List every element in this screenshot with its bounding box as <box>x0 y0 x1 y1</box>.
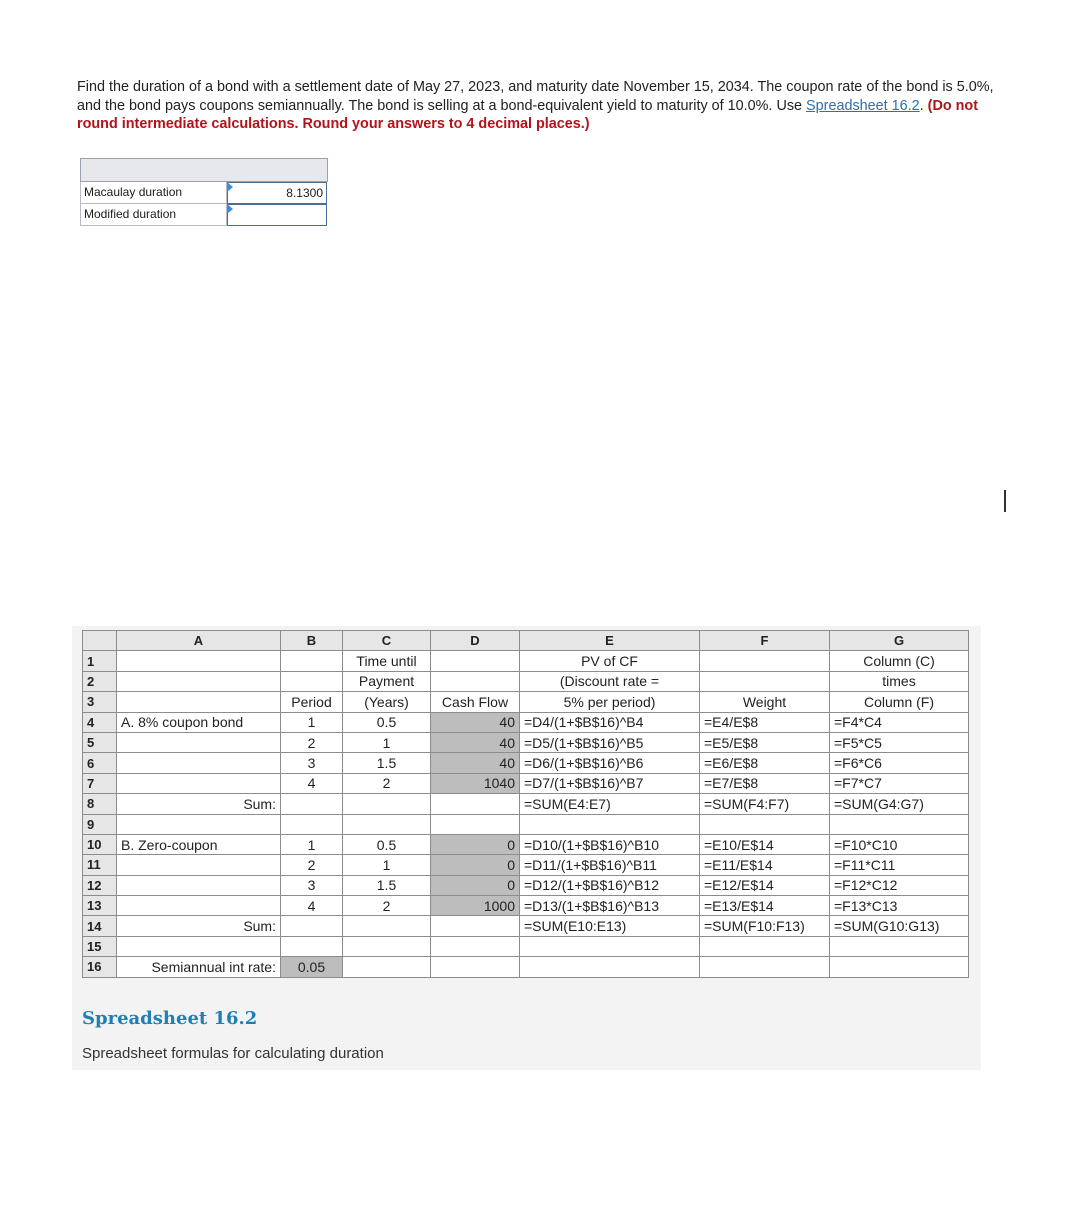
sheet-row <box>83 896 969 916</box>
sheet-cell <box>520 814 700 834</box>
row-number: 16 <box>83 957 117 977</box>
sheet-cell <box>117 814 281 834</box>
text-cursor <box>1004 490 1006 512</box>
sheet-cell: =D7/(1+$B$16)^B7 <box>520 773 700 793</box>
column-header: C <box>343 631 431 651</box>
column-header: A <box>117 631 281 651</box>
sheet-cell: 2 <box>343 896 431 916</box>
column-header: F <box>700 631 830 651</box>
modified-label: Modified duration <box>80 204 227 226</box>
sheet-cell: 0 <box>431 855 520 875</box>
sheet-cell: =SUM(F10:F13) <box>700 916 830 936</box>
sheet-cell: =F11*C11 <box>830 855 969 875</box>
sheet-cell: =SUM(E4:E7) <box>520 794 700 814</box>
spreadsheet-link[interactable]: Spreadsheet 16.2 <box>806 97 920 114</box>
sheet-cell: 1000 <box>431 896 520 916</box>
sheet-cell <box>343 957 431 977</box>
sheet-cell: 0 <box>431 875 520 895</box>
sheet-cell: Sum: <box>117 916 281 936</box>
row-number: 11 <box>83 855 117 875</box>
modified-input[interactable] <box>227 204 327 226</box>
figure-caption: Spreadsheet formulas for calculating duration <box>82 1045 384 1062</box>
sheet-cell <box>700 957 830 977</box>
sheet-row <box>83 814 969 834</box>
sheet-cell: 1 <box>343 855 431 875</box>
input-flag-icon <box>227 204 233 214</box>
sheet-cell: =E6/E$8 <box>700 753 830 773</box>
sheet-cell: 0.05 <box>281 957 343 977</box>
rounding-instruction: (Do not round intermediate calculations. Round your answers to 4 decimal places.) <box>77 97 979 132</box>
sheet-cell: =D10/(1+$B$16)^B10 <box>520 834 700 854</box>
sheet-cell: (Years) <box>343 692 431 712</box>
row-number: 5 <box>83 732 117 752</box>
sheet-cell: 4 <box>281 773 343 793</box>
column-header <box>83 631 117 651</box>
sheet-row <box>83 936 969 956</box>
sheet-cell: Cash Flow <box>431 692 520 712</box>
sheet-cell <box>117 651 281 671</box>
sheet-cell: 2 <box>281 855 343 875</box>
sheet-cell <box>343 794 431 814</box>
sheet-row <box>83 916 969 936</box>
sheet-cell: =E4/E$8 <box>700 712 830 732</box>
sheet-cell <box>520 936 700 956</box>
sheet-row <box>83 651 969 671</box>
sheet-cell <box>117 671 281 691</box>
sheet-row <box>83 794 969 814</box>
sheet-cell <box>700 651 830 671</box>
sheet-cell <box>117 896 281 916</box>
sheet-cell <box>431 814 520 834</box>
sheet-cell <box>700 814 830 834</box>
sheet-cell <box>431 794 520 814</box>
answer-table <box>80 158 328 226</box>
sheet-row <box>83 692 969 712</box>
sheet-cell: 0.5 <box>343 712 431 732</box>
sheet-cell: =SUM(F4:F7) <box>700 794 830 814</box>
row-number: 12 <box>83 875 117 895</box>
sheet-cell: times <box>830 671 969 691</box>
sheet-cell: B. Zero-coupon <box>117 834 281 854</box>
column-header: G <box>830 631 969 651</box>
sheet-cell: 1 <box>343 732 431 752</box>
sheet-row <box>83 732 969 752</box>
question-after-link: . <box>919 97 928 114</box>
sheet-cell <box>343 814 431 834</box>
sheet-cell: =E13/E$14 <box>700 896 830 916</box>
sheet-cell: =SUM(E10:E13) <box>520 916 700 936</box>
sheet-cell: =E10/E$14 <box>700 834 830 854</box>
row-number: 10 <box>83 834 117 854</box>
sheet-cell <box>281 936 343 956</box>
sheet-cell <box>700 936 830 956</box>
sheet-cell: =D6/(1+$B$16)^B6 <box>520 753 700 773</box>
sheet-cell: Payment <box>343 671 431 691</box>
sheet-row <box>83 875 969 895</box>
row-number: 14 <box>83 916 117 936</box>
modified-row <box>80 204 328 226</box>
row-number: 3 <box>83 692 117 712</box>
sheet-cell: Column (F) <box>830 692 969 712</box>
sheet-cell <box>281 651 343 671</box>
sheet-cell <box>830 957 969 977</box>
sheet-cell <box>281 916 343 936</box>
sheet-cell: =D5/(1+$B$16)^B5 <box>520 732 700 752</box>
sheet-row <box>83 671 969 691</box>
question-body: Find the duration of a bond with a settlement date of May 27, 2023, and maturity date November 15, 2034. The coupon rate of the bond is 5.0%, and the bond pays coupons semiannually. The bond is selling at a bond-equivalent yield to maturity of 10.0%. Use <box>77 79 994 114</box>
sheet-cell <box>281 794 343 814</box>
spreadsheet-figure <box>72 626 981 1070</box>
sheet-cell: 1 <box>281 834 343 854</box>
sheet-cell: 40 <box>431 712 520 732</box>
sheet-cell <box>830 936 969 956</box>
sheet-cell <box>117 753 281 773</box>
sheet-cell: =F10*C10 <box>830 834 969 854</box>
sheet-cell: Period <box>281 692 343 712</box>
sheet-cell: (Discount rate = <box>520 671 700 691</box>
column-header: D <box>431 631 520 651</box>
sheet-cell: 1040 <box>431 773 520 793</box>
sheet-cell: =D11/(1+$B$16)^B11 <box>520 855 700 875</box>
sheet-cell <box>431 916 520 936</box>
sheet-row <box>83 855 969 875</box>
sheet-cell <box>520 957 700 977</box>
sheet-cell: =F12*C12 <box>830 875 969 895</box>
sheet-row <box>83 834 969 854</box>
sheet-row <box>83 773 969 793</box>
sheet-cell <box>343 936 431 956</box>
column-header: E <box>520 631 700 651</box>
sheet-cell: Time until <box>343 651 431 671</box>
sheet-cell: 3 <box>281 875 343 895</box>
row-number: 9 <box>83 814 117 834</box>
sheet-cell: Semiannual int rate: <box>117 957 281 977</box>
macaulay-row <box>80 182 328 204</box>
sheet-cell: Weight <box>700 692 830 712</box>
sheet-cell: =F13*C13 <box>830 896 969 916</box>
answer-table-header <box>80 158 328 182</box>
sheet-cell: =F5*C5 <box>830 732 969 752</box>
sheet-cell: 3 <box>281 753 343 773</box>
macaulay-value: 8.1300 <box>286 186 323 200</box>
sheet-cell: 2 <box>343 773 431 793</box>
sheet-cell <box>700 671 830 691</box>
sheet-cell: =SUM(G4:G7) <box>830 794 969 814</box>
input-flag-icon <box>227 182 233 192</box>
sheet-cell: 40 <box>431 753 520 773</box>
row-number: 4 <box>83 712 117 732</box>
sheet-cell: 5% per period) <box>520 692 700 712</box>
sheet-cell <box>830 814 969 834</box>
macaulay-label: Macaulay duration <box>80 182 227 204</box>
sheet-row <box>83 753 969 773</box>
sheet-cell: 2 <box>281 732 343 752</box>
sheet-cell <box>117 855 281 875</box>
sheet-cell: =D13/(1+$B$16)^B13 <box>520 896 700 916</box>
row-number: 13 <box>83 896 117 916</box>
column-header: B <box>281 631 343 651</box>
row-number: 8 <box>83 794 117 814</box>
sheet-row <box>83 712 969 732</box>
sheet-cell <box>431 651 520 671</box>
sheet-cell <box>431 957 520 977</box>
sheet-cell: PV of CF <box>520 651 700 671</box>
sheet-cell: 4 <box>281 896 343 916</box>
sheet-cell <box>117 692 281 712</box>
sheet-cell: A. 8% coupon bond <box>117 712 281 732</box>
sheet-cell: 1.5 <box>343 875 431 895</box>
sheet-cell <box>117 875 281 895</box>
row-number: 7 <box>83 773 117 793</box>
row-number: 1 <box>83 651 117 671</box>
sheet-cell <box>431 671 520 691</box>
macaulay-input[interactable] <box>227 182 327 204</box>
sheet-cell: =D4/(1+$B$16)^B4 <box>520 712 700 732</box>
sheet-cell <box>117 732 281 752</box>
sheet-cell <box>431 936 520 956</box>
sheet-cell: =E12/E$14 <box>700 875 830 895</box>
figure-title: Spreadsheet 16.2 <box>82 1008 258 1029</box>
sheet-cell: 0 <box>431 834 520 854</box>
sheet-cell: =D12/(1+$B$16)^B12 <box>520 875 700 895</box>
sheet-cell: 40 <box>431 732 520 752</box>
row-number: 2 <box>83 671 117 691</box>
row-number: 15 <box>83 936 117 956</box>
sheet-cell: Sum: <box>117 794 281 814</box>
sheet-cell: =F4*C4 <box>830 712 969 732</box>
sheet-cell: =E5/E$8 <box>700 732 830 752</box>
sheet-cell: =E11/E$14 <box>700 855 830 875</box>
sheet-cell: 1.5 <box>343 753 431 773</box>
spreadsheet-table <box>82 630 969 978</box>
question-text <box>77 78 1007 134</box>
sheet-cell <box>281 671 343 691</box>
sheet-row <box>83 957 969 977</box>
column-header-row <box>83 631 969 651</box>
sheet-cell: Column (C) <box>830 651 969 671</box>
sheet-cell <box>117 773 281 793</box>
sheet-cell: 0.5 <box>343 834 431 854</box>
sheet-cell <box>343 916 431 936</box>
sheet-cell: =F6*C6 <box>830 753 969 773</box>
sheet-cell: =E7/E$8 <box>700 773 830 793</box>
sheet-cell: =F7*C7 <box>830 773 969 793</box>
sheet-cell <box>281 814 343 834</box>
row-number: 6 <box>83 753 117 773</box>
sheet-cell <box>117 936 281 956</box>
sheet-cell: 1 <box>281 712 343 732</box>
sheet-cell: =SUM(G10:G13) <box>830 916 969 936</box>
